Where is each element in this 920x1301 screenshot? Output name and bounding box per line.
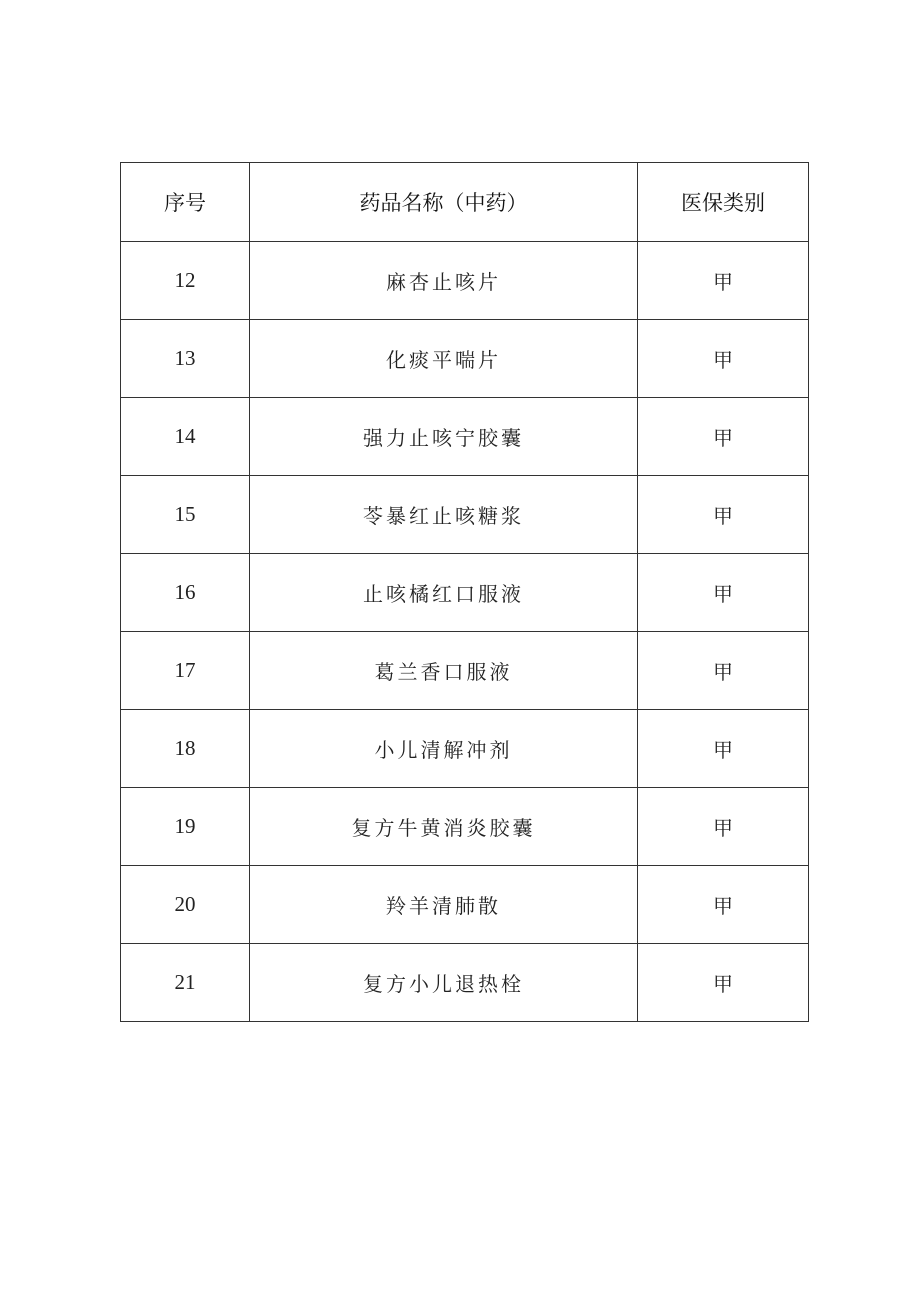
table-row [121, 320, 809, 398]
row-insurance-category: 甲 [638, 788, 809, 866]
table-row [121, 866, 809, 944]
header-serial-number: 序号 [121, 163, 250, 242]
row-serial-number: 12 [121, 242, 250, 320]
row-drug-name: 葛兰香口服液 [250, 632, 638, 710]
row-insurance-category: 甲 [638, 944, 809, 1022]
row-serial-number: 15 [121, 476, 250, 554]
table-row [121, 632, 809, 710]
table-row [121, 788, 809, 866]
row-serial-number: 19 [121, 788, 250, 866]
row-serial-number: 16 [121, 554, 250, 632]
row-drug-name: 羚羊清肺散 [250, 866, 638, 944]
header-insurance-category: 医保类别 [638, 163, 809, 242]
row-drug-name: 苓暴红止咳糖浆 [250, 476, 638, 554]
row-drug-name: 复方牛黄消炎胶囊 [250, 788, 638, 866]
row-serial-number: 18 [121, 710, 250, 788]
row-drug-name: 强力止咳宁胶囊 [250, 398, 638, 476]
row-serial-number: 14 [121, 398, 250, 476]
row-insurance-category: 甲 [638, 632, 809, 710]
row-serial-number: 13 [121, 320, 250, 398]
row-drug-name: 小儿清解冲剂 [250, 710, 638, 788]
row-drug-name: 化痰平喘片 [250, 320, 638, 398]
table-row [121, 476, 809, 554]
table-row [121, 944, 809, 1022]
row-insurance-category: 甲 [638, 398, 809, 476]
row-insurance-category: 甲 [638, 554, 809, 632]
row-drug-name: 麻杏止咳片 [250, 242, 638, 320]
row-insurance-category: 甲 [638, 476, 809, 554]
table-row [121, 710, 809, 788]
table-row [121, 242, 809, 320]
row-drug-name: 止咳橘红口服液 [250, 554, 638, 632]
row-insurance-category: 甲 [638, 320, 809, 398]
row-serial-number: 17 [121, 632, 250, 710]
row-drug-name: 复方小儿退热栓 [250, 944, 638, 1022]
drug-list-table [120, 162, 809, 1022]
row-serial-number: 21 [121, 944, 250, 1022]
header-drug-name: 药品名称（中药） [250, 163, 638, 242]
table-row [121, 554, 809, 632]
table-header-row [121, 163, 809, 242]
row-insurance-category: 甲 [638, 242, 809, 320]
row-serial-number: 20 [121, 866, 250, 944]
row-insurance-category: 甲 [638, 866, 809, 944]
row-insurance-category: 甲 [638, 710, 809, 788]
table-row [121, 398, 809, 476]
